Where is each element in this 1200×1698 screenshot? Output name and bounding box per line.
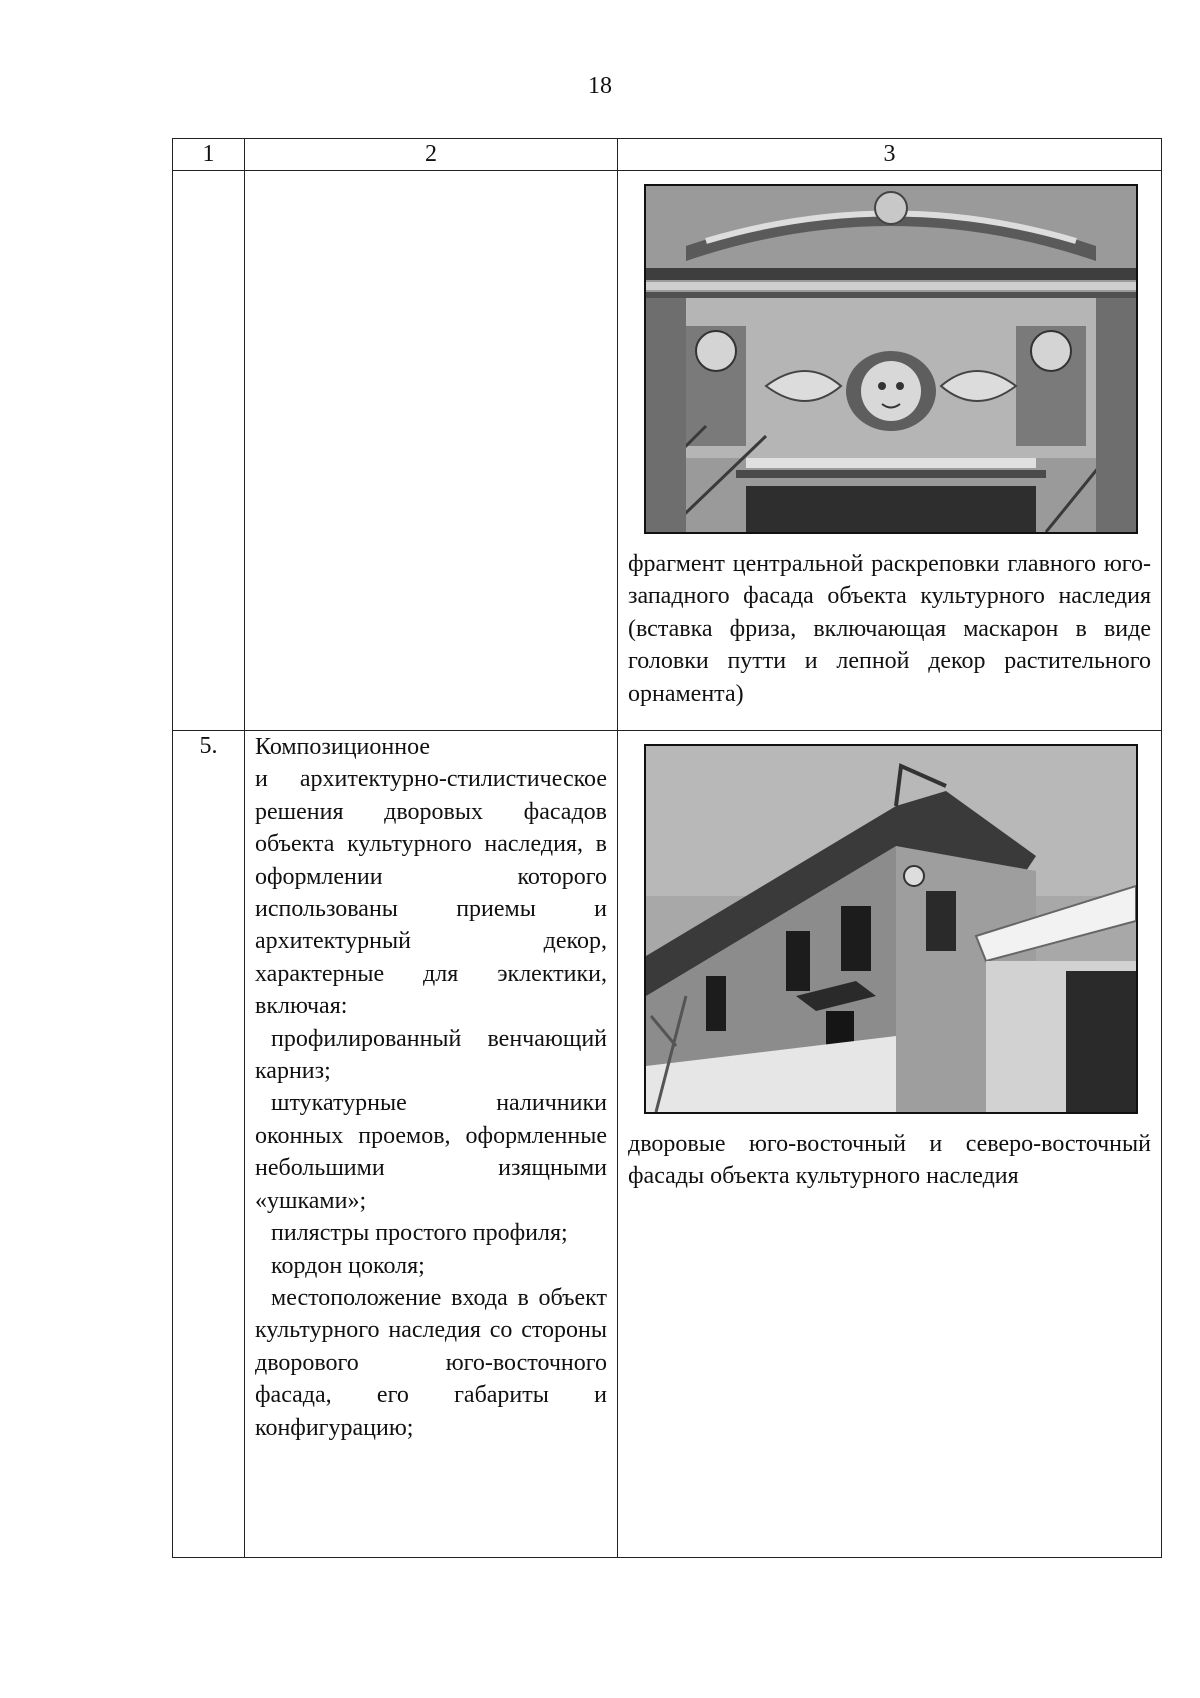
column-header-1: 1 bbox=[173, 139, 245, 171]
page-number: 18 bbox=[588, 73, 612, 99]
heritage-elements-table bbox=[172, 138, 1162, 1558]
column-header-3: 3 bbox=[618, 139, 1162, 171]
list-item: кордон цоколя; bbox=[271, 1252, 425, 1279]
photo-caption: фрагмент центральной раскреповки главного юго-западного фасада объекта культурного наследия (вставка фриза, включающая маскарон в виде головки путти и лепной декор растительного орнамента) bbox=[628, 551, 1151, 707]
courtyard-photo-image bbox=[646, 746, 1136, 1112]
courtyard-facades-photo bbox=[644, 744, 1138, 1114]
list-item: штукатурные наличники оконных проемов, оформленные небольшими изящными «ушками»; bbox=[255, 1090, 607, 1214]
photo-caption: дворовые юго-восточный и северо-восточный фасады объекта культурного наследия bbox=[628, 1131, 1151, 1190]
frieze-photo-image bbox=[646, 186, 1136, 532]
list-item: пилястры простого профиля; bbox=[271, 1220, 568, 1247]
description-cell bbox=[245, 171, 618, 731]
description-title: Композиционное bbox=[255, 734, 431, 760]
table-header-row bbox=[173, 139, 1162, 171]
list-item: местоположение входа в объект культурного наследия со стороны дворового юго-восточного фасада, его габариты и конфигурацию; bbox=[255, 1284, 607, 1441]
description-intro: и архитектурно-стилистическое решения дворовых фасадов объекта культурного наследия, в оформлении которого использованы приемы и архитектурный декор, характерные для эклектики, включая: bbox=[255, 766, 607, 1020]
photo-cell bbox=[618, 171, 1162, 731]
frieze-mascaron-photo bbox=[644, 184, 1138, 534]
table-row-continued bbox=[173, 171, 1162, 731]
column-header-2: 2 bbox=[245, 139, 618, 171]
photo-cell bbox=[618, 731, 1162, 1558]
description-cell bbox=[245, 731, 618, 1558]
list-item: профилированный венчающий карниз; bbox=[255, 1025, 607, 1085]
row-number-cell: 5. bbox=[173, 731, 245, 1558]
row-number-cell bbox=[173, 171, 245, 731]
table-row-5 bbox=[173, 731, 1162, 1558]
